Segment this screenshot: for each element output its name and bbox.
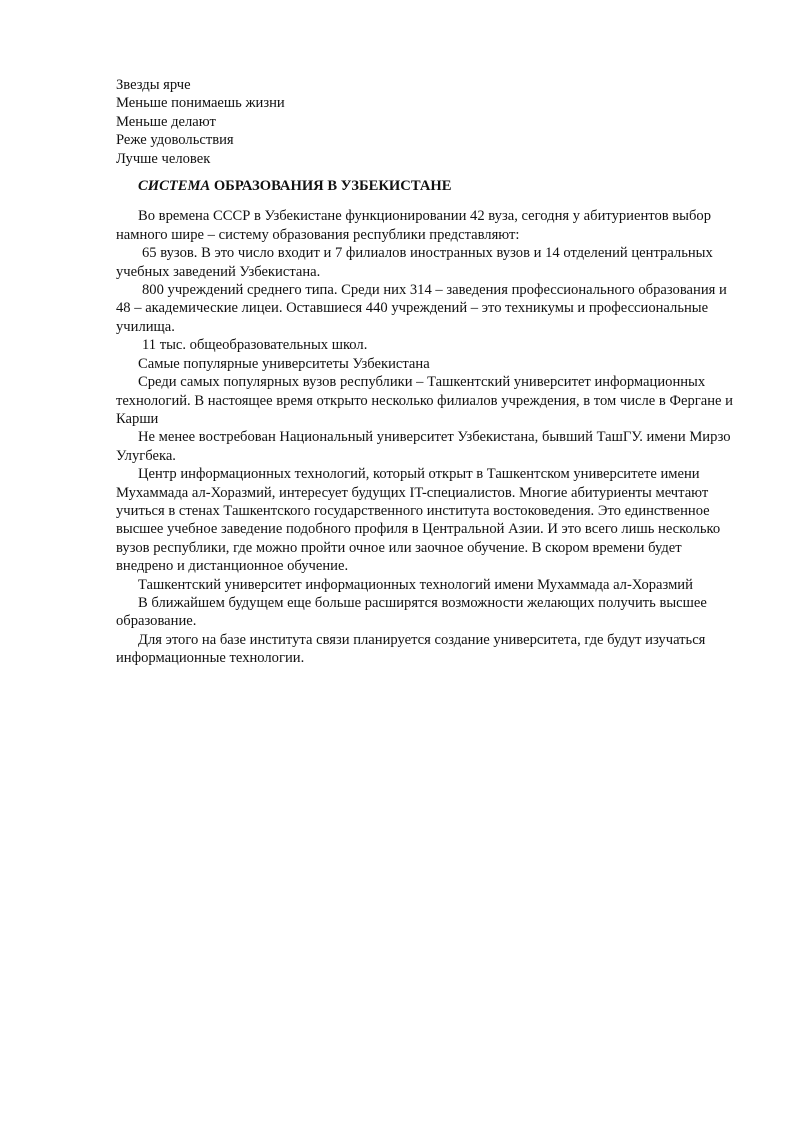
section-heading xyxy=(116,177,741,195)
paragraph: 800 учреждений среднего типа. Среди них 314 – заведения профессионального образования и 48 – академические лицеи. Оставшиеся 440 учреждений – это техникумы и профессиональные училища. xyxy=(116,282,727,335)
paragraph: 11 тыс. общеобразовательных школ. xyxy=(142,337,368,354)
intro-line: Меньше делают xyxy=(116,113,216,130)
paragraph: Центр информационных технологий, который открыт в Ташкентском университете имени Мухаммада ал-Хоразмий, интересует будущих IT-специалистов. Многие абитуриенты мечтают учиться в стенах Ташкентского государственного института востоковедения. Это единственное высшее учебное заведение подобного профиля в Центральной Азии. И это всего лишь несколько вузов республики, где можно пройти очное или заочное обучение. В скором времени будет внедрено и дистанционное обучение. xyxy=(116,466,721,575)
intro-line: Лучше человек xyxy=(116,150,211,167)
paragraph: Ташкентский университет информационных технологий имени Мухаммада ал-Хоразмий xyxy=(138,576,693,593)
paragraph: Во времена СССР в Узбекистане функционировании 42 вуза, сегодня у абитуриентов выбор намного шире – систему образования республики представляют: xyxy=(116,208,712,243)
document-page xyxy=(116,76,741,668)
intro-line: Меньше понимаешь жизни xyxy=(116,95,285,112)
paragraph: В ближайшем будущем еще больше расширятся возможности желающих получить высшее образование. xyxy=(116,594,707,630)
heading-rest: ОБРАЗОВАНИЯ В УЗБЕКИСТАНЕ xyxy=(210,178,452,195)
paragraph: 65 вузов. В это число входит и 7 филиалов иностранных вузов и 14 отделений центральных учебных заведений Узбекистана. xyxy=(116,245,713,280)
paragraph: Самые популярные университеты Узбекистана xyxy=(138,355,430,372)
paragraph: Для этого на базе института связи планируется создание университета, где будут изучаться информационные технологии. xyxy=(116,631,706,667)
paragraph: Среди самых популярных вузов республики – Ташкентский университет информационных технологий. В настоящее время открыто несколько филиалов учреждения, в том числе в Фергане и Карши xyxy=(116,374,733,427)
heading-accent: СИСТЕМА xyxy=(138,178,211,195)
intro-line: Реже удовольствия xyxy=(116,132,234,149)
paragraph: Не менее востребован Национальный университет Узбекистана, бывший ТашГУ. имени Мирзо Улугбека. xyxy=(116,429,731,464)
intro-line: Звезды ярче xyxy=(116,77,191,93)
